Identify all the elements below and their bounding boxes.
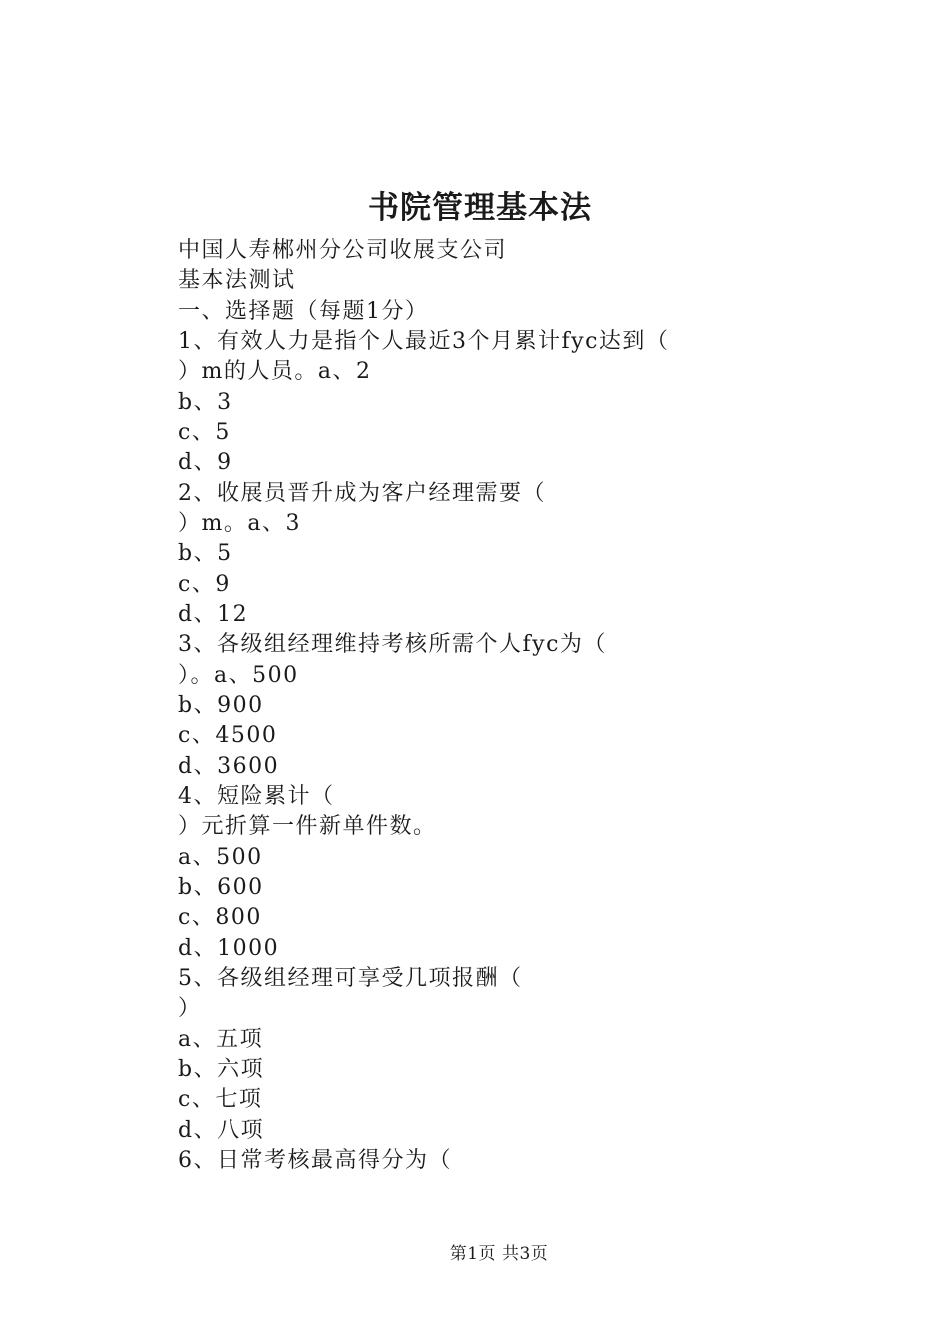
document-title: 书院管理基本法 (368, 190, 592, 226)
body-line: 基本法测试 (178, 268, 296, 294)
document-body (178, 236, 778, 1176)
question-line: ）。a、500 (178, 662, 299, 688)
option-line: a、500 (178, 844, 263, 870)
option-line: c、800 (178, 905, 262, 931)
option-line: c、9 (178, 571, 231, 597)
option-line: c、4500 (178, 723, 278, 749)
option-line: b、900 (178, 692, 264, 718)
option-line: d、12 (178, 601, 249, 627)
question-line: ） (178, 996, 202, 1022)
page-number-footer: 第1页 共3页 (449, 1244, 549, 1264)
body-line: 中国人寿郴州分公司收展支公司 (178, 238, 508, 263)
question-line: 3、各级组经理维持考核所需个人fyc为（ (178, 632, 607, 658)
question-line: 6、日常考核最高得分为（ (178, 1147, 452, 1173)
section-heading: 一、选择题（每题1分） (178, 298, 429, 324)
option-line: d、八项 (178, 1117, 265, 1143)
question-line: 1、有效人力是指个人最近3个月累计fyc达到（ (178, 328, 670, 354)
option-line: c、5 (178, 419, 231, 445)
question-line: ）m。a、3 (178, 510, 301, 536)
question-line: 5、各级组经理可享受几项报酬（ (178, 965, 523, 991)
option-line: a、五项 (178, 1026, 264, 1052)
option-line: c、七项 (178, 1087, 263, 1113)
question-line: ）元折算一件新单件数。 (178, 814, 437, 840)
option-line: d、3600 (178, 753, 280, 779)
option-line: d、1000 (178, 935, 280, 961)
question-line: 2、收展员晋升成为客户经理需要（ (178, 480, 546, 506)
question-line: ）m的人员。a、2 (178, 359, 372, 385)
option-line: b、3 (178, 389, 233, 415)
option-line: b、六项 (178, 1056, 265, 1082)
option-line: b、600 (178, 874, 264, 900)
option-line: b、5 (178, 541, 233, 567)
question-line: 4、短险累计（ (178, 783, 335, 809)
option-line: d、9 (178, 450, 233, 476)
